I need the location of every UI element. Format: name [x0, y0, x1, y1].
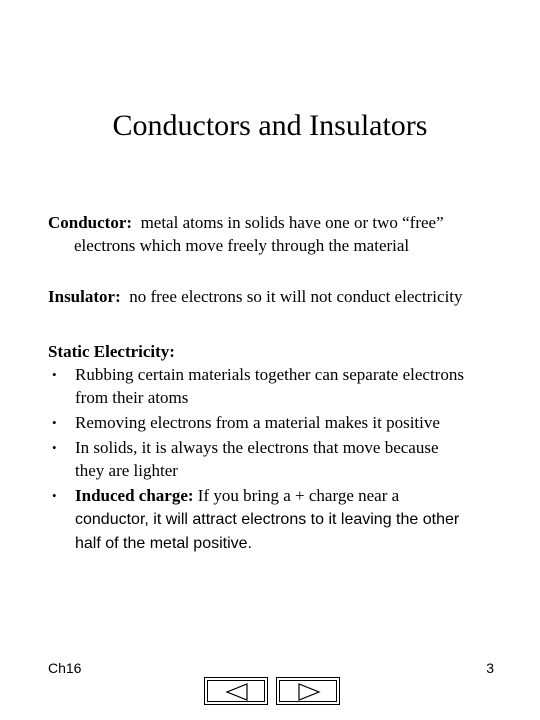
- list-item: [48, 411, 464, 434]
- slide-title: Conductors and Insulators: [112, 109, 428, 142]
- next-slide-button[interactable]: [276, 677, 340, 705]
- induced-charge-line3: half of the metal positive.: [75, 535, 252, 552]
- static-heading: Static Electricity:: [48, 342, 175, 361]
- bullet-icon: •: [52, 367, 57, 382]
- bullet-text-line2: from their atoms: [75, 388, 189, 407]
- bullet-text-line1: In solids, it is always the electrons that move because: [75, 438, 439, 457]
- bullet-text-line2: they are lighter: [75, 461, 178, 480]
- conductor-text-line2: electrons which move freely through the material: [74, 236, 410, 255]
- induced-charge-term: Induced charge:: [75, 486, 194, 505]
- conductor-text-line1: metal atoms in solids have one or two “free”: [132, 213, 444, 232]
- bullet-icon: •: [52, 488, 57, 503]
- list-item: [48, 484, 464, 555]
- conductor-term: Conductor:: [48, 213, 133, 232]
- triangle-right-icon: [297, 683, 321, 701]
- insulator-text: no free electrons so it will not conduct electricity: [120, 287, 463, 306]
- insulator-definition: [48, 285, 463, 308]
- page-number: 3: [486, 660, 494, 676]
- conductor-paragraph: [48, 211, 444, 257]
- chapter-label: Ch16: [48, 660, 82, 676]
- induced-charge-line1: If you bring a + charge near a: [193, 486, 400, 505]
- bullet-text-line1: Rubbing certain materials together can separate electrons: [75, 365, 464, 384]
- list-item: [48, 436, 464, 482]
- triangle-left-icon: [225, 683, 249, 701]
- bullet-icon: •: [52, 415, 57, 430]
- static-electricity-section: [48, 340, 464, 555]
- list-item: [48, 363, 464, 409]
- conductor-definition: [48, 211, 444, 257]
- static-bullet-list: [48, 363, 464, 555]
- bullet-icon: •: [52, 440, 57, 455]
- bullet-text-line1: Removing electrons from a material makes it positive: [75, 413, 440, 432]
- previous-slide-button[interactable]: [204, 677, 268, 705]
- insulator-term: Insulator:: [48, 287, 121, 306]
- induced-charge-line2: conductor, it will attract electrons to it leaving the other: [75, 511, 460, 528]
